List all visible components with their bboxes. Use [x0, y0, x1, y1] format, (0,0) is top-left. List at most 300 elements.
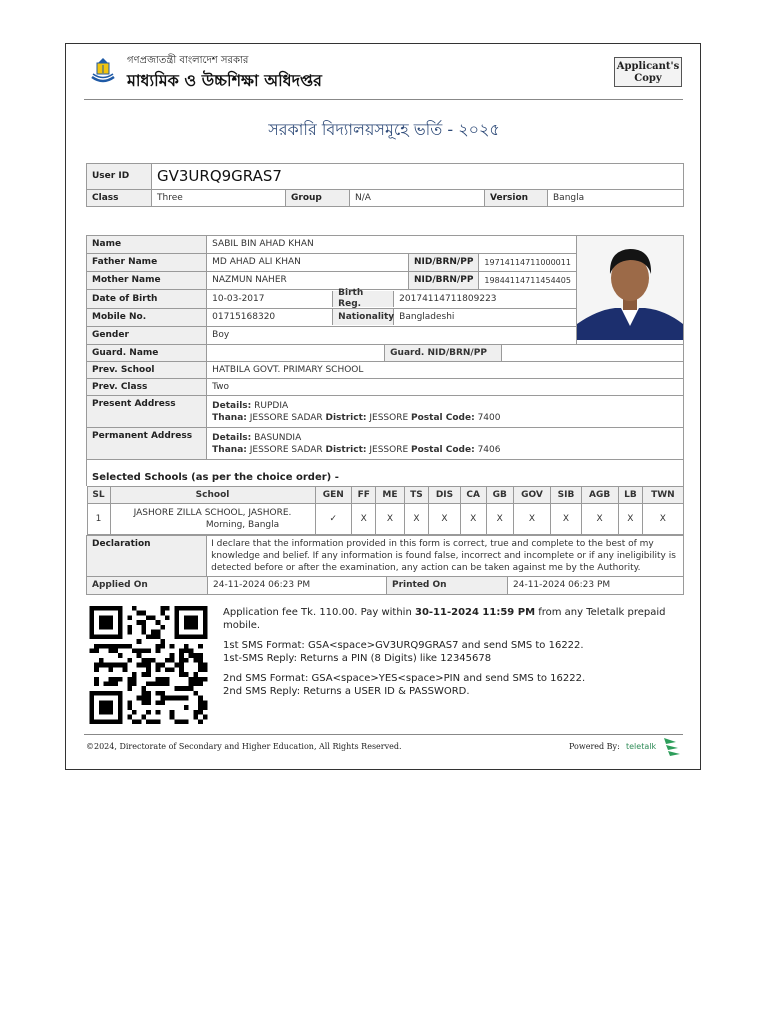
- fee-instruction: [223, 606, 683, 632]
- qr-module: [179, 686, 184, 691]
- qr-module: [193, 677, 198, 682]
- qr-module: [184, 686, 189, 691]
- qr-module: [179, 672, 184, 677]
- qr-module: [141, 715, 146, 720]
- qr-module: [141, 672, 146, 677]
- qr-module: [189, 677, 194, 682]
- quota-mark-gov: X: [513, 504, 551, 535]
- qr-module: [132, 719, 137, 724]
- qr-module: [179, 719, 184, 724]
- qr-module: [113, 644, 118, 649]
- qr-module: [174, 719, 179, 724]
- qr-module: [156, 677, 161, 682]
- qr-module: [113, 663, 118, 668]
- qr-module: [94, 667, 99, 672]
- qr-module: [198, 682, 203, 687]
- present-postal-label: Postal Code:: [411, 412, 475, 423]
- qr-module: [137, 620, 142, 625]
- admission-form: [65, 43, 701, 770]
- qr-module: [94, 648, 99, 653]
- qr-module: [118, 677, 123, 682]
- qr-module: [160, 639, 165, 644]
- qr-module: [104, 644, 109, 649]
- qr-module: [165, 658, 170, 663]
- qr-module: [184, 719, 189, 724]
- qr-module: [146, 663, 151, 668]
- qr-module: [151, 615, 156, 620]
- qr-module: [141, 696, 146, 701]
- qr-module: [146, 700, 151, 705]
- photo-cell: [576, 236, 683, 345]
- qr-module: [104, 663, 109, 668]
- permanent-address-value: [207, 428, 684, 460]
- qr-module: [123, 663, 128, 668]
- qr-module: [113, 682, 118, 687]
- qr-module: [127, 658, 132, 663]
- school-col-ff: FF: [352, 487, 376, 504]
- qr-module: [141, 691, 146, 696]
- quota-mark-ts: X: [404, 504, 429, 535]
- qr-module: [193, 672, 198, 677]
- mother-label: Mother Name: [87, 272, 207, 290]
- school-col-gov: GOV: [513, 487, 551, 504]
- qr-module: [170, 696, 175, 701]
- qr-module: [160, 677, 165, 682]
- guard-nid-label: Guard. NID/BRN/PP: [384, 345, 502, 361]
- qr-module: [94, 682, 99, 687]
- qr-module: [160, 696, 165, 701]
- user-id-value: GV3URQ9GRAS7: [152, 164, 684, 190]
- nationality-value: Bangladeshi: [399, 311, 455, 322]
- class-value: Three: [152, 190, 286, 207]
- quota-mark-me: X: [376, 504, 404, 535]
- school-col-lb: LB: [618, 487, 643, 504]
- applicant-copy-badge: Applicant's Copy: [614, 57, 682, 87]
- version-label: Version: [485, 190, 548, 207]
- present-details-label: Details:: [212, 400, 252, 411]
- class-label: Class: [87, 190, 152, 207]
- nationality-label: Nationality: [332, 309, 394, 325]
- quota-mark-gen: ✓: [315, 504, 352, 535]
- qr-module: [141, 625, 146, 630]
- qr-module: [198, 696, 203, 701]
- qr-module: [127, 705, 132, 710]
- qr-module: [137, 663, 142, 668]
- qr-module: [193, 715, 198, 720]
- teletalk-logo-icon: [660, 735, 682, 757]
- qr-module: [127, 644, 132, 649]
- qr-module: [198, 653, 203, 658]
- qr-module: [170, 710, 175, 715]
- qr-module: [198, 667, 203, 672]
- qr-module: [146, 658, 151, 663]
- qr-module: [108, 648, 113, 653]
- qr-module: [184, 648, 189, 653]
- qr-module: [160, 691, 165, 696]
- school-col-ca: CA: [460, 487, 486, 504]
- present-district-label: District:: [325, 412, 367, 423]
- quota-mark-sib: X: [551, 504, 581, 535]
- qr-module: [160, 611, 165, 616]
- qr-module: [160, 700, 165, 705]
- qr-module: [137, 719, 142, 724]
- present-thana: JESSORE SADAR: [249, 412, 323, 423]
- qr-module: [127, 682, 132, 687]
- qr-finder: [99, 700, 113, 714]
- school-col-ts: TS: [404, 487, 429, 504]
- present-details: RUPDIA: [254, 400, 289, 411]
- mobile-label: Mobile No.: [87, 308, 207, 326]
- quota-mark-ff: X: [352, 504, 376, 535]
- school-col-me: ME: [376, 487, 404, 504]
- prev-class-value: Two: [207, 379, 684, 396]
- quota-mark-ca: X: [460, 504, 486, 535]
- qr-module: [198, 719, 203, 724]
- qr-module: [108, 677, 113, 682]
- qr-module: [127, 630, 132, 635]
- qr-module: [198, 710, 203, 715]
- qr-module: [193, 710, 198, 715]
- present-address-label: Present Address: [87, 396, 207, 428]
- applied-on-value: 24-11-2024 06:23 PM: [208, 577, 387, 594]
- sms2-reply: 2nd SMS Reply: Returns a USER ID & PASSWORD.: [223, 686, 470, 697]
- perm-district: JESSORE: [369, 444, 409, 455]
- gender-label: Gender: [87, 326, 207, 344]
- qr-module: [99, 644, 104, 649]
- qr-module: [203, 705, 208, 710]
- qr-module: [151, 682, 156, 687]
- qr-module: [160, 663, 165, 668]
- qr-module: [90, 648, 95, 653]
- qr-module: [193, 653, 198, 658]
- quota-mark-dis: X: [429, 504, 460, 535]
- qr-module: [184, 696, 189, 701]
- qr-module: [170, 667, 175, 672]
- qr-module: [132, 682, 137, 687]
- qr-module: [118, 644, 123, 649]
- qr-module: [127, 677, 132, 682]
- school-col-sl: SL: [87, 487, 110, 504]
- qr-module: [170, 715, 175, 720]
- school-col-sib: SIB: [551, 487, 581, 504]
- applied-on-label: Applied On: [87, 577, 208, 594]
- qr-module: [123, 667, 128, 672]
- qr-module: [108, 682, 113, 687]
- fee-deadline: 30-11-2024 11:59 PM: [414, 607, 536, 618]
- qr-module: [189, 648, 194, 653]
- school-col-dis: DIS: [429, 487, 460, 504]
- qr-module: [160, 606, 165, 611]
- qr-finder: [99, 615, 113, 629]
- footer-divider: [84, 734, 683, 735]
- qr-module: [170, 644, 175, 649]
- qr-module: [156, 648, 161, 653]
- qr-module: [127, 715, 132, 720]
- qr-module: [174, 686, 179, 691]
- declaration-text: I declare that the information provided in this form is correct, true and complete to the best of my knowledge and belief. If any information is found false, incorrect and incomplete or if any ineligibility is detected before or after the examination, any action can be taken against me by the Authority.: [207, 536, 684, 577]
- qr-finder: [184, 615, 198, 629]
- payment-instructions: [223, 606, 683, 705]
- qr-module: [156, 710, 161, 715]
- qr-module: [137, 611, 142, 616]
- header-divider: [84, 99, 683, 100]
- qr-module: [184, 672, 189, 677]
- school-col-gen: GEN: [315, 487, 352, 504]
- qr-module: [137, 639, 142, 644]
- qr-module: [141, 630, 146, 635]
- teletalk-brand: teletalk: [626, 742, 657, 751]
- qr-module: [151, 630, 156, 635]
- dob-value: 10-03-2017: [212, 293, 265, 304]
- qr-module: [108, 644, 113, 649]
- qr-module: [203, 715, 208, 720]
- qr-module: [123, 644, 128, 649]
- group-value: N/A: [350, 190, 485, 207]
- perm-district-label: District:: [325, 444, 367, 455]
- qr-module: [137, 696, 142, 701]
- qr-module: [146, 672, 151, 677]
- father-label: Father Name: [87, 254, 207, 272]
- qr-code: [86, 606, 211, 724]
- guard-name-value: [207, 345, 384, 361]
- qr-module: [189, 686, 194, 691]
- quota-mark-agb: X: [581, 504, 618, 535]
- qr-module: [198, 663, 203, 668]
- qr-module: [94, 677, 99, 682]
- birth-reg-value: 20174114711809223: [399, 293, 497, 304]
- qr-module: [104, 682, 109, 687]
- sms1-format: 1st SMS Format: GSA<space>GV3URQ9GRAS7 and send SMS to 16222.: [223, 640, 584, 651]
- qr-module: [193, 691, 198, 696]
- applicant-info-table: [86, 235, 684, 595]
- school-name-line1: JASHORE ZILLA SCHOOL, JASHORE.: [133, 508, 292, 518]
- present-thana-label: Thana:: [212, 412, 247, 423]
- qr-module: [156, 700, 161, 705]
- qr-module: [127, 615, 132, 620]
- qr-module: [132, 606, 137, 611]
- qr-module: [156, 620, 161, 625]
- government-text: গণপ্রজাতন্ত্রী বাংলাদেশ সরকার: [127, 55, 249, 66]
- qr-module: [193, 658, 198, 663]
- qr-module: [113, 648, 118, 653]
- school-col-gb: GB: [486, 487, 513, 504]
- mother-nid-label: NID/BRN/PP: [408, 272, 478, 290]
- qr-module: [141, 611, 146, 616]
- qr-module: [165, 677, 170, 682]
- qr-module: [132, 648, 137, 653]
- qr-module: [141, 700, 146, 705]
- father-nid-value: 19714114711000011: [479, 254, 577, 272]
- qr-module: [127, 686, 132, 691]
- guard-name-label: Guard. Name: [87, 345, 207, 362]
- qr-module: [132, 710, 137, 715]
- qr-module: [141, 620, 146, 625]
- qr-module: [203, 663, 208, 668]
- qr-module: [156, 630, 161, 635]
- sms1-reply: 1st-SMS Reply: Returns a PIN (8 Digits) like 12345678: [223, 653, 492, 664]
- qr-module: [179, 663, 184, 668]
- prev-school-label: Prev. School: [87, 362, 207, 379]
- qr-module: [146, 710, 151, 715]
- qr-module: [165, 606, 170, 611]
- qr-module: [160, 644, 165, 649]
- qr-module: [132, 672, 137, 677]
- qr-module: [146, 691, 151, 696]
- selected-schools-title: Selected Schools (as per the choice order) -: [87, 460, 684, 487]
- qr-module: [184, 658, 189, 663]
- birth-reg-label: Birth Reg.: [332, 291, 394, 307]
- name-value: SABIL BIN AHAD KHAN: [207, 236, 577, 254]
- school-col-school: School: [110, 487, 315, 504]
- copyright-text: ©2024, Directorate of Secondary and Higher Education, All Rights Reserved.: [86, 742, 402, 751]
- qr-module: [174, 663, 179, 668]
- qr-module: [179, 667, 184, 672]
- school-col-twn: TWN: [643, 487, 683, 504]
- fee-pre: Application fee Tk. 110.00. Pay within: [223, 607, 415, 618]
- qr-module: [146, 615, 151, 620]
- qr-module: [141, 663, 146, 668]
- qr-module: [118, 663, 123, 668]
- name-label: Name: [87, 236, 207, 254]
- group-label: Group: [286, 190, 350, 207]
- father-nid-label: NID/BRN/PP: [408, 254, 478, 272]
- user-id-label: User ID: [87, 164, 152, 190]
- qr-module: [94, 644, 99, 649]
- qr-module: [94, 663, 99, 668]
- present-postal: 7400: [477, 412, 501, 423]
- mother-value: NAZMUN NAHER: [207, 272, 409, 290]
- qr-module: [156, 682, 161, 687]
- qr-module: [198, 658, 203, 663]
- qr-module: [141, 658, 146, 663]
- qr-module: [189, 682, 194, 687]
- father-value: MD AHAD ALI KHAN: [207, 254, 409, 272]
- quota-mark-lb: X: [618, 504, 643, 535]
- qr-module: [108, 663, 113, 668]
- qr-module: [170, 658, 175, 663]
- qr-module: [151, 719, 156, 724]
- qr-module: [179, 653, 184, 658]
- qr-module: [146, 696, 151, 701]
- prev-class-label: Prev. Class: [87, 379, 207, 396]
- qr-module: [156, 634, 161, 639]
- printed-on-value: 24-11-2024 06:23 PM: [513, 580, 611, 590]
- qr-module: [165, 667, 170, 672]
- powered-by-label: Powered By:: [569, 742, 620, 751]
- qr-module: [170, 653, 175, 658]
- qr-module: [156, 719, 161, 724]
- guard-nid-value: [502, 345, 512, 361]
- directorate-title: মাধ্যমিক ও উচ্চশিক্ষা অধিদপ্তর: [127, 71, 322, 90]
- qr-module: [156, 691, 161, 696]
- qr-module: [203, 667, 208, 672]
- qr-module: [165, 615, 170, 620]
- perm-details: BASUNDIA: [254, 432, 302, 443]
- school-col-agb: AGB: [581, 487, 618, 504]
- qr-module: [156, 663, 161, 668]
- qr-module: [193, 682, 198, 687]
- qr-module: [156, 644, 161, 649]
- fee-post: from any Teletalk prepaid mobile.: [223, 607, 666, 631]
- declaration-label: Declaration: [87, 536, 207, 577]
- version-value: Bangla: [548, 190, 684, 207]
- qr-module: [146, 682, 151, 687]
- qr-module: [132, 677, 137, 682]
- qr-module: [198, 700, 203, 705]
- qr-module: [184, 705, 189, 710]
- school-shift-version: Morning, Bangla: [205, 520, 280, 530]
- quota-mark-twn: X: [643, 504, 683, 535]
- qr-module: [198, 677, 203, 682]
- qr-module: [141, 686, 146, 691]
- dob-label: Date of Birth: [87, 290, 207, 308]
- school-sl: 1: [87, 504, 110, 535]
- perm-thana: JESSORE SADAR: [249, 444, 323, 455]
- qr-module: [137, 648, 142, 653]
- qr-module: [198, 705, 203, 710]
- user-info-table: [86, 163, 684, 207]
- qr-module: [160, 682, 165, 687]
- qr-module: [113, 677, 118, 682]
- qr-module: [179, 658, 184, 663]
- qr-module: [137, 653, 142, 658]
- sms2-format: 2nd SMS Format: GSA<space>YES<space>PIN and send SMS to 16222.: [223, 673, 586, 684]
- qr-module: [165, 682, 170, 687]
- qr-module: [146, 648, 151, 653]
- page-title: সরকারি বিদ্যালয়সমূহে ভর্তি - ২০২৫: [268, 120, 500, 139]
- qr-module: [198, 644, 203, 649]
- qr-module: [151, 634, 156, 639]
- qr-module: [174, 696, 179, 701]
- gender-value: Boy: [207, 326, 577, 344]
- qr-module: [179, 648, 184, 653]
- qr-module: [179, 696, 184, 701]
- qr-module: [156, 667, 161, 672]
- perm-postal-label: Postal Code:: [411, 444, 475, 455]
- qr-module: [108, 667, 113, 672]
- qr-module: [141, 648, 146, 653]
- school-name: [110, 504, 315, 535]
- prev-school-value: HATBILA GOVT. PRIMARY SCHOOL: [207, 362, 684, 379]
- quota-mark-gb: X: [486, 504, 513, 535]
- applicant-photo: [577, 236, 683, 340]
- perm-thana-label: Thana:: [212, 444, 247, 455]
- perm-postal: 7406: [477, 444, 501, 455]
- perm-details-label: Details:: [212, 432, 252, 443]
- mother-nid-value: 19844114711454405: [479, 272, 577, 290]
- qr-module: [189, 653, 194, 658]
- qr-module: [127, 700, 132, 705]
- qr-module: [160, 625, 165, 630]
- qr-module: [203, 700, 208, 705]
- selected-schools-table: [87, 486, 684, 535]
- qr-module: [151, 658, 156, 663]
- present-district: JESSORE: [369, 412, 409, 423]
- qr-module: [99, 663, 104, 668]
- qr-module: [184, 644, 189, 649]
- qr-module: [118, 653, 123, 658]
- qr-module: [165, 696, 170, 701]
- permanent-address-label: Permanent Address: [87, 428, 207, 460]
- qr-module: [127, 625, 132, 630]
- present-address-value: [207, 396, 684, 428]
- qr-module: [146, 634, 151, 639]
- seal-icon: [89, 55, 117, 85]
- mobile-value: 01715168320: [212, 311, 276, 322]
- qr-module: [203, 677, 208, 682]
- printed-on-label: Printed On: [387, 577, 508, 594]
- qr-module: [146, 719, 151, 724]
